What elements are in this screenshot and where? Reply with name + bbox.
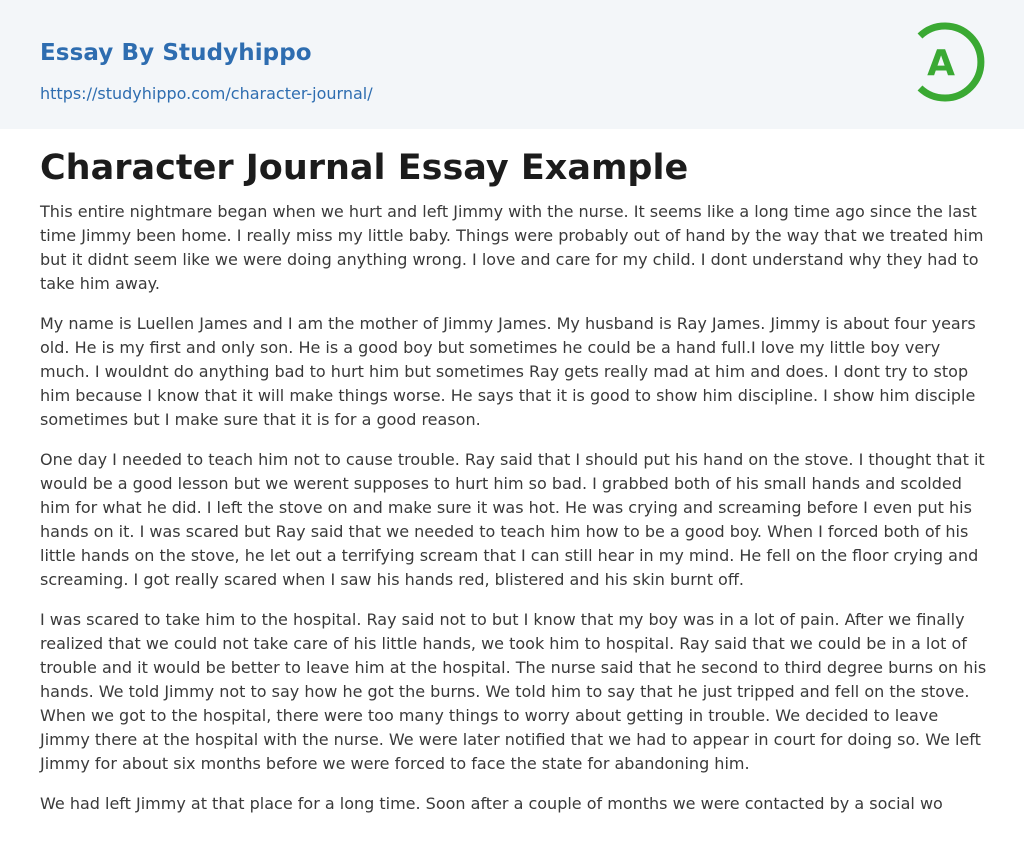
brand-title[interactable]: Essay By Studyhippo bbox=[40, 40, 312, 66]
site-header bbox=[0, 0, 1024, 129]
source-url-link[interactable]: https://studyhippo.com/character-journal/ bbox=[40, 84, 373, 103]
article-content bbox=[40, 142, 988, 832]
page-title: Character Journal Essay Example bbox=[40, 148, 689, 188]
paragraph-5: We had left Jimmy at that place for a long time. Soon after a couple of months we were contacted by a social wo bbox=[40, 794, 943, 813]
paragraph-1: This entire nightmare began when we hurt and left Jimmy with the nurse. It seems like a long time ago since the last time Jimmy been home. I really miss my little baby. Things were probably out of hand by the way that we treated him but it didnt seem like we were doing anything wrong. I love and care for my child. I dont understand why they had to take him away. bbox=[40, 202, 984, 293]
paragraph-3: One day I needed to teach him not to cause trouble. Ray said that I should put his hand on the stove. I thought that it would be a good lesson but we werent supposes to hurt him so bad. I grabbed both of his small hands and scolded him for what he did. I left the stove on and make sure it was hot. He was crying and screaming before I even put his hands on it. I was scared but Ray said that we needed to teach him how to be a good boy. When I forced both of his little hands on the stove, he let out a terrifying scream that I can still hear in my mind. He fell on the floor crying and screaming. I got really scared when I saw his hands red, blistered and his skin burnt off. bbox=[40, 450, 985, 589]
paragraph-4: I was scared to take him to the hospital. Ray said not to but I know that my boy was in a lot of pain. After we finally realized that we could not take care of his little hands, we took him to hospital. Ray said that we could be in a lot of trouble and it would be better to leave him at the hospital. The nurse said that he second to third degree burns on his hands. We told Jimmy not to say how he got the burns. We told him to say that he just tripped and fell on the stove. When we got to the hospital, there were too many things to worry about getting in trouble. We decided to leave Jimmy there at the hospital with the nurse. We were later notified that we had to appear in court for doing so. We left Jimmy for about six months before we were forced to face the state for abandoning him. bbox=[40, 610, 987, 773]
logo-letter: A bbox=[927, 43, 955, 84]
paragraph-2: My name is Luellen James and I am the mother of Jimmy James. My husband is Ray James. Jimmy is about four years old. He is my first and only son. He is a good boy but sometimes he could be a hand full.I love my little boy very much. I wouldnt do anything bad to hurt him but sometimes Ray gets really mad at him and does. I dont try to stop him because I know that it will make things worse. He says that it is good to show him discipline. I show him disciple sometimes but I make sure that it is for a good reason. bbox=[40, 314, 976, 429]
studyhippo-logo-icon[interactable] bbox=[912, 18, 988, 106]
